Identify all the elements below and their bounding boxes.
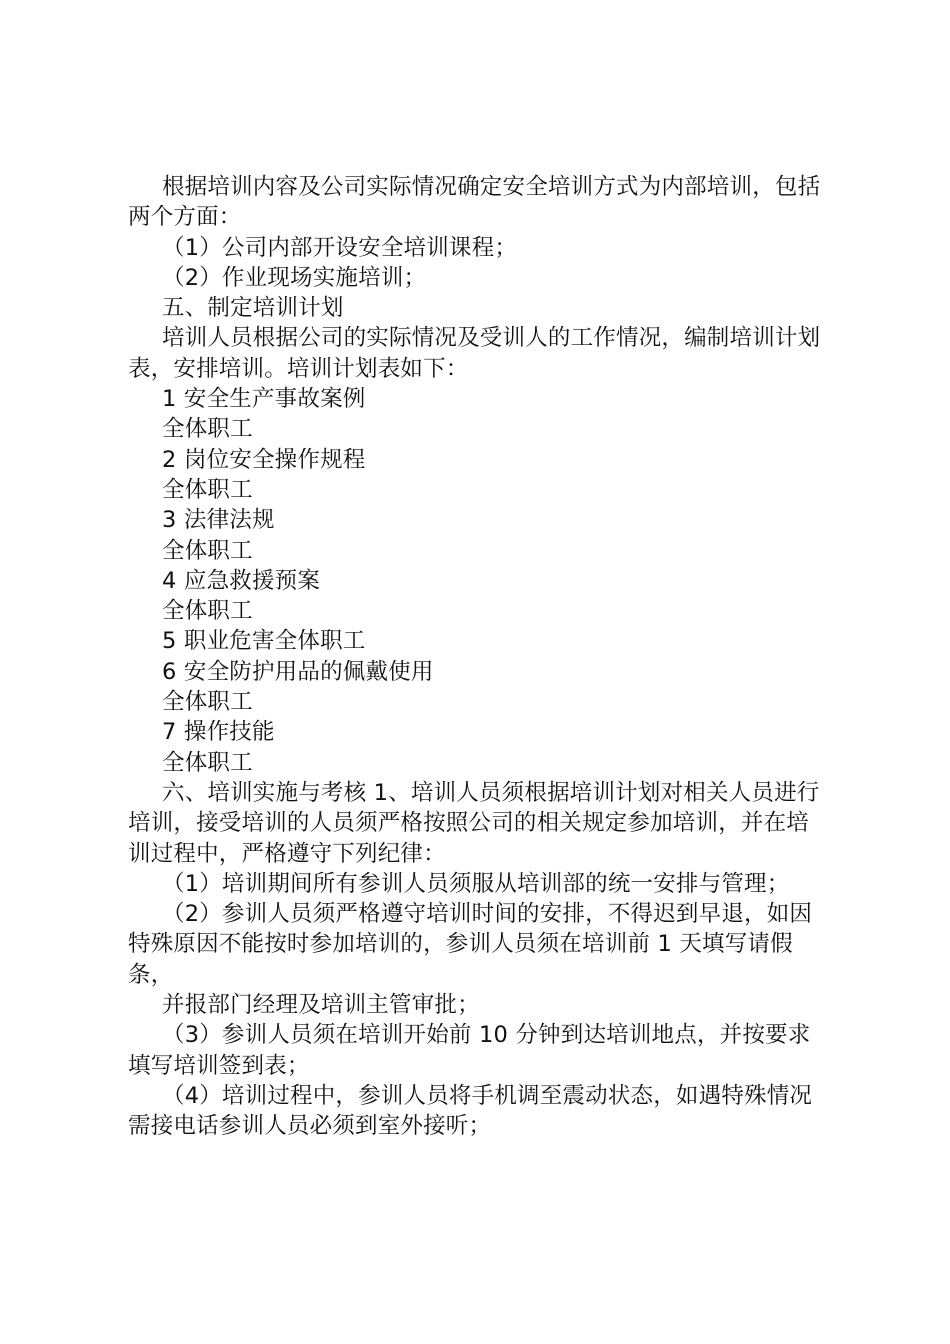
plan-item-2: 2 岗位安全操作规程 [162, 446, 366, 473]
plan-item-4-target: 全体职工 [162, 598, 253, 625]
plan-item-3: 3 法律法规 [162, 507, 275, 534]
plan-item-2-target: 全体职工 [162, 476, 253, 503]
plan-item-1: 1 安全生产事故案例 [162, 386, 366, 413]
plan-item-7: 7 操作技能 [162, 719, 275, 746]
rule-item-2: （2）参训人员须严格遵守培训时间的安排，不得迟到早退，如因特殊原因不能按时参加培训的，参训人员须在培训前 1 天填写请假条， [128, 901, 813, 988]
plan-item-6-target: 全体职工 [162, 689, 253, 716]
section-heading-implementation: 六、培训实施与考核 1、培训人员须根据培训计划对相关人员进行培训，接受培训的人员须严格按照公司的相关规定参加培训，并在培训过程中，严格遵守下列纪律： [128, 779, 820, 867]
rule-item-1: （1）培训期间所有参训人员须服从培训部的统一安排与管理； [162, 870, 790, 897]
list-item-onsite-training: （2）作业现场实施培训； [162, 264, 427, 291]
paragraph-training-method: 根据培训内容及公司实际情况确定安全培训方式为内部培训，包括两个方面： [128, 174, 821, 231]
paragraph-plan-intro: 培训人员根据公司的实际情况及受训人的工作情况，编制培训计划表，安排培训。培训计划表如下： [128, 325, 821, 382]
rule-item-2-continuation: 并报部门经理及培训主管审批； [162, 992, 480, 1019]
plan-item-7-target: 全体职工 [162, 749, 253, 776]
section-heading-plan: 五、制定培训计划 [162, 295, 344, 322]
rule-item-3: （3）参训人员须在培训开始前 10 分钟到达培训地点，并按要求填写培训签到表； [128, 1022, 811, 1079]
list-item-internal-course: （1）公司内部开设安全培训课程； [162, 234, 518, 261]
document-body [128, 172, 828, 1142]
plan-item-4: 4 应急救援预案 [162, 567, 321, 594]
plan-item-3-target: 全体职工 [162, 537, 253, 564]
rule-item-4: （4）培训过程中，参训人员将手机调至震动状态，如遇特殊情况需接电话参训人员必须到室外接听； [128, 1082, 813, 1140]
plan-item-1-target: 全体职工 [162, 416, 253, 443]
plan-item-6: 6 安全防护用品的佩戴使用 [162, 658, 434, 685]
plan-item-5: 5 职业危害全体职工 [162, 628, 366, 655]
